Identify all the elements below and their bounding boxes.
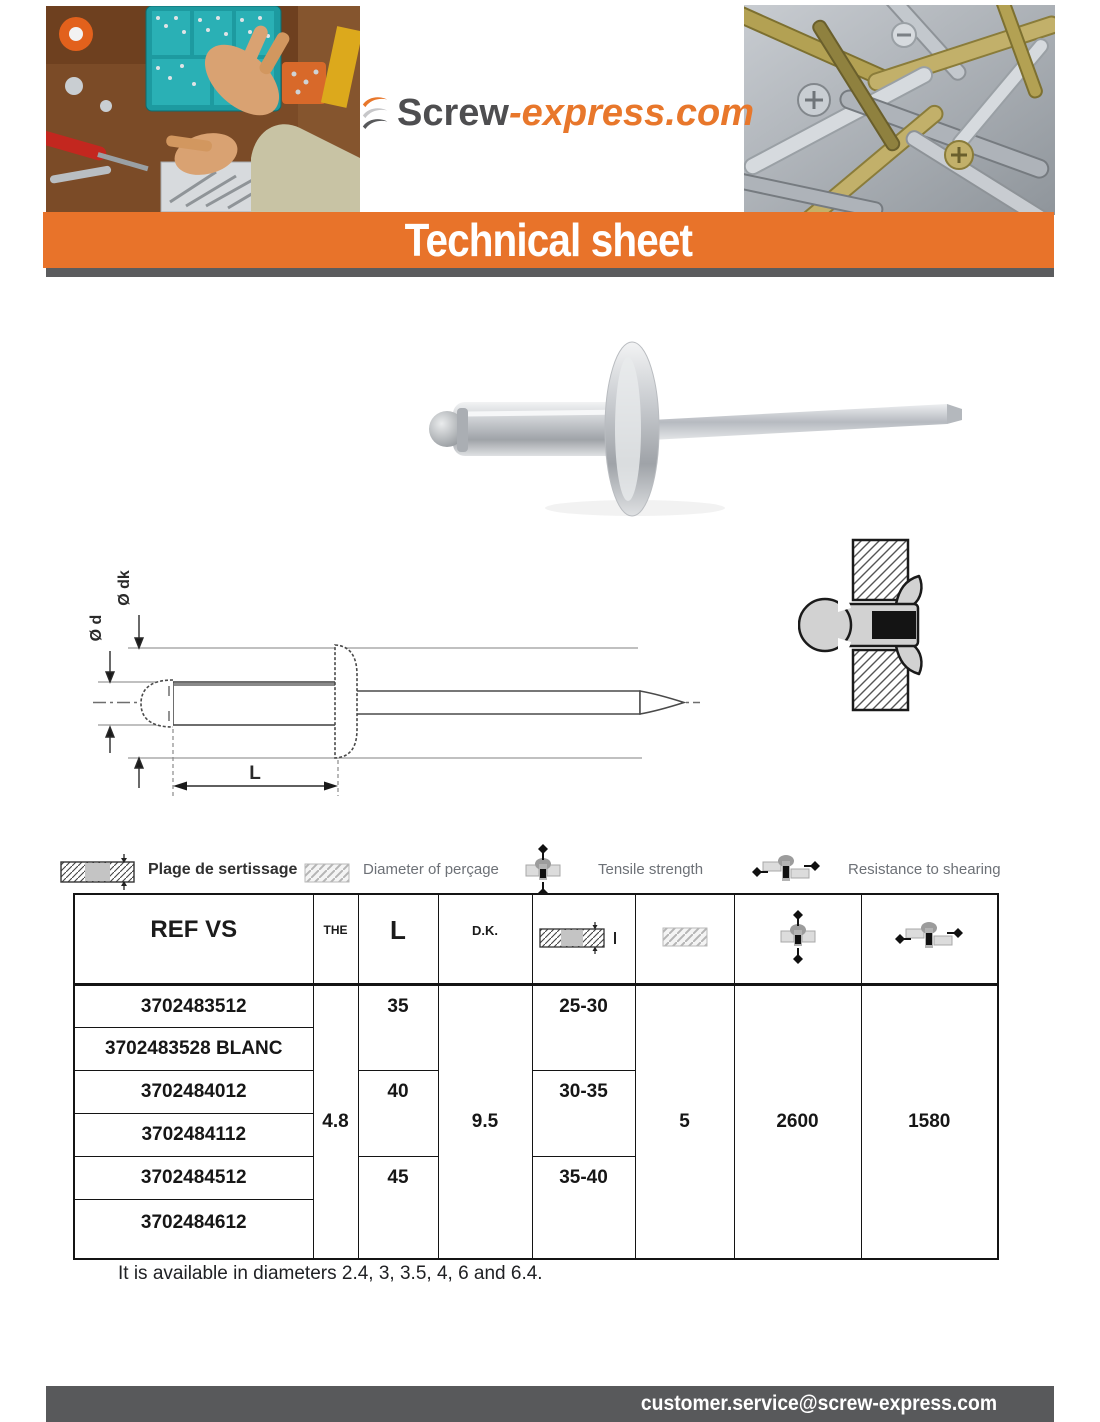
crimp-range-value: 35-40 <box>532 1157 635 1259</box>
ref-value: 3702484512 <box>74 1157 313 1200</box>
l-value: 35 <box>358 985 438 1071</box>
brand-logo <box>362 58 754 168</box>
legend-tensile-strength-label: Tensile strength <box>598 861 704 878</box>
tensile-strength-icon <box>779 910 817 964</box>
ref-value: 3702483528 BLANC <box>74 1028 313 1071</box>
shear-resistance-icon <box>752 852 820 888</box>
ref-value: 3702484012 <box>74 1071 313 1114</box>
header-photo-workbench <box>46 6 360 212</box>
crimp-range-icon <box>539 920 629 954</box>
crimp-range-value: 25-30 <box>532 985 635 1071</box>
shear-resistance-value: 1580 <box>861 985 998 1259</box>
dim-label-dk: Ø dk <box>116 570 133 606</box>
column-header-tensile-strength <box>734 894 861 985</box>
rivet-product-photo <box>395 328 970 534</box>
shear-resistance-icon <box>895 919 963 955</box>
crimp-range-icon <box>60 854 146 890</box>
dim-label-l: L <box>249 763 261 784</box>
logo-text-primary: Screw <box>397 91 509 134</box>
rivet-technical-drawing <box>85 548 715 810</box>
banner-underline <box>46 268 1054 277</box>
tensile-strength-icon <box>524 844 562 898</box>
column-header-crimp-range <box>532 894 635 985</box>
ref-value: 3702484112 <box>74 1114 313 1157</box>
title-banner <box>43 212 1054 268</box>
ref-value: 3702483512 <box>74 985 313 1028</box>
legend-crimp-range-label: Plage de sertissage <box>148 861 298 878</box>
dim-label-d: Ø d <box>88 614 105 642</box>
legend-shear-resistance-label: Resistance to shearing <box>848 861 1001 878</box>
rivet-cross-section-diagram <box>798 532 933 722</box>
drill-diameter-icon <box>303 862 351 884</box>
spec-table <box>73 893 999 1260</box>
dk-value: 9.5 <box>438 985 532 1259</box>
logo-text-secondary: -express.com <box>508 91 754 134</box>
availability-note: It is available in diameters 2.4, 3, 3.5, 4, 6 and 6.4. <box>118 1263 543 1284</box>
crimp-range-value: 30-35 <box>532 1071 635 1157</box>
the-value: 4.8 <box>313 985 358 1259</box>
tensile-strength-value: 2600 <box>734 985 861 1259</box>
column-header-l: L <box>358 894 438 985</box>
drill-diameter-icon <box>661 926 709 948</box>
column-header-shear-resistance <box>861 894 998 985</box>
drill-diameter-value: 5 <box>635 985 734 1259</box>
l-value: 45 <box>358 1157 438 1259</box>
contact-email: customer.service@screw-express.com <box>640 1392 997 1415</box>
legend-drill-diameter-label: Diameter of perçage <box>363 861 499 878</box>
page-title: Technical sheet <box>404 214 693 266</box>
l-value: 40 <box>358 1071 438 1157</box>
brand-logo-icon <box>362 71 389 155</box>
table-row <box>74 985 998 1028</box>
column-header-ref: REF VS <box>74 894 313 985</box>
table-header-row <box>74 894 998 985</box>
column-header-the: THE <box>313 894 358 985</box>
header-photo-screws <box>744 5 1055 215</box>
footer-bar <box>46 1386 1054 1422</box>
column-header-dk: D.K. <box>438 894 532 985</box>
column-header-drill-diameter <box>635 894 734 985</box>
ref-value: 3702484612 <box>74 1200 313 1259</box>
